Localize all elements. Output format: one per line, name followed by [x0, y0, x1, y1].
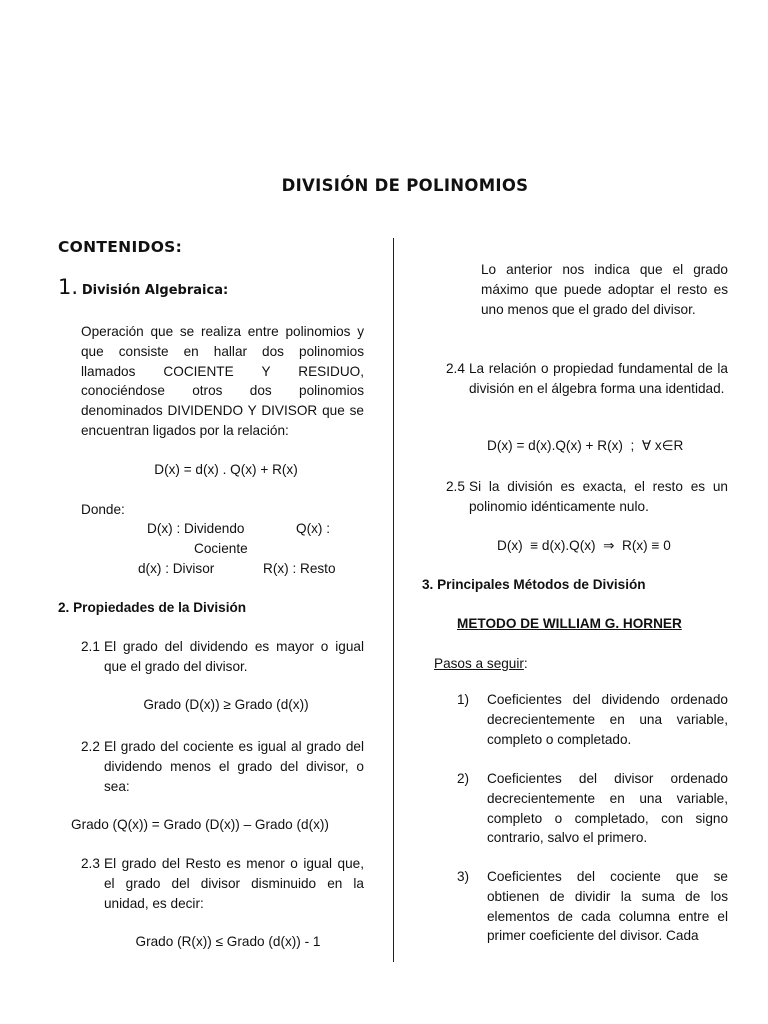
- section-1-title: División Algebraica:: [81, 283, 229, 298]
- property-number: 2.1: [81, 639, 100, 654]
- steps-label: [434, 654, 528, 674]
- step-item: [457, 690, 728, 749]
- property-text: El grado del cociente es igual al grado del dividendo menos el grado del divisor, o sea:: [104, 739, 364, 794]
- property-number: 2.3: [81, 856, 100, 871]
- property-2-4: [446, 359, 728, 399]
- contents-heading: CONTENIDOS:: [58, 238, 183, 256]
- page-title: DIVISIÓN DE POLINOMIOS: [281, 176, 529, 195]
- property-text: El grado del Resto es menor o igual que, el grado del divisor disminuido en la unidad, es decir:: [104, 856, 364, 911]
- step-item: [457, 769, 728, 848]
- column-divider: [393, 238, 394, 962]
- property-2-3-continued: Lo anterior nos indica que el grado máximo que puede adoptar el resto es uno menos que el grado del divisor.: [481, 262, 728, 317]
- formula-2-1: Grado (D(x)) ≥ Grado (d(x)): [143, 697, 309, 712]
- section-1-number: 1.: [58, 275, 79, 299]
- property-text: Si la división es exacta, el resto es un polinomio idénticamente nulo.: [469, 479, 728, 514]
- section-3-heading: 3. Principales Métodos de División: [422, 577, 646, 592]
- def-dividendo: D(x) : Dividendo: [147, 521, 245, 536]
- def-resto: R(x) : Resto: [263, 561, 336, 576]
- formula-2-2: Grado (Q(x)) = Grado (D(x)) – Grado (d(x)): [71, 817, 329, 832]
- step-number: 2): [457, 771, 470, 786]
- section-1-paragraph: Operación que se realiza entre polinomios y que consiste en hallar dos polinomios llamados COCIENTE Y RESIDUO, conociéndose otros dos polinomios denominados DIVIDENDO Y DIVISOR que se encuentran ligados por la relación:: [81, 324, 364, 438]
- step-text: Coeficientes del cociente que se obtienen de dividir la suma de los elementos de cada columna entre el primer coeficiente del divisor. Cada: [487, 869, 728, 944]
- property-text: La relación o propiedad fundamental de la división en el álgebra forma una identidad.: [469, 361, 728, 396]
- section-2-heading: 2. Propiedades de la División: [58, 600, 247, 615]
- def-divisor: d(x) : Divisor: [138, 561, 215, 576]
- property-number: 2.4: [446, 361, 465, 376]
- def-cociente: Q(x) :: [296, 521, 330, 536]
- step-number: 3): [457, 869, 470, 884]
- steps-label-colon: :: [523, 656, 528, 671]
- property-number: 2.2: [81, 739, 100, 754]
- donde-label: Donde:: [81, 502, 125, 517]
- formula-2-5: D(x) ≡ d(x).Q(x) ⇒ R(x) ≡ 0: [497, 538, 671, 553]
- step-text: Coeficientes del dividendo ordenado decrecientemente en una variable, completo o completado.: [487, 692, 728, 747]
- property-2-3: [81, 854, 364, 913]
- property-2-1: [81, 637, 364, 677]
- formula-division: D(x) = d(x) . Q(x) + R(x): [154, 462, 298, 477]
- property-text: El grado del dividendo es mayor o igual que el grado del divisor.: [104, 639, 364, 674]
- step-item: [457, 867, 728, 946]
- formula-2-4: D(x) = d(x).Q(x) + R(x) ; ∀ x∈R: [487, 438, 684, 453]
- property-2-2: [81, 737, 364, 796]
- formula-2-3: Grado (R(x)) ≤ Grado (d(x)) - 1: [135, 934, 321, 949]
- step-text: Coeficientes del divisor ordenado decrecientemente en una variable, completo o completado, con signo contrario, salvo el primero.: [487, 771, 728, 846]
- horner-method-heading: METODO DE WILLIAM G. HORNER: [457, 616, 682, 631]
- steps-label-text: Pasos a seguir: [434, 656, 524, 671]
- def-cociente-word: Cociente: [194, 541, 248, 556]
- property-number: 2.5: [446, 479, 465, 494]
- section-1-heading: [58, 275, 229, 301]
- property-2-5: [446, 477, 728, 517]
- step-number: 1): [457, 692, 470, 707]
